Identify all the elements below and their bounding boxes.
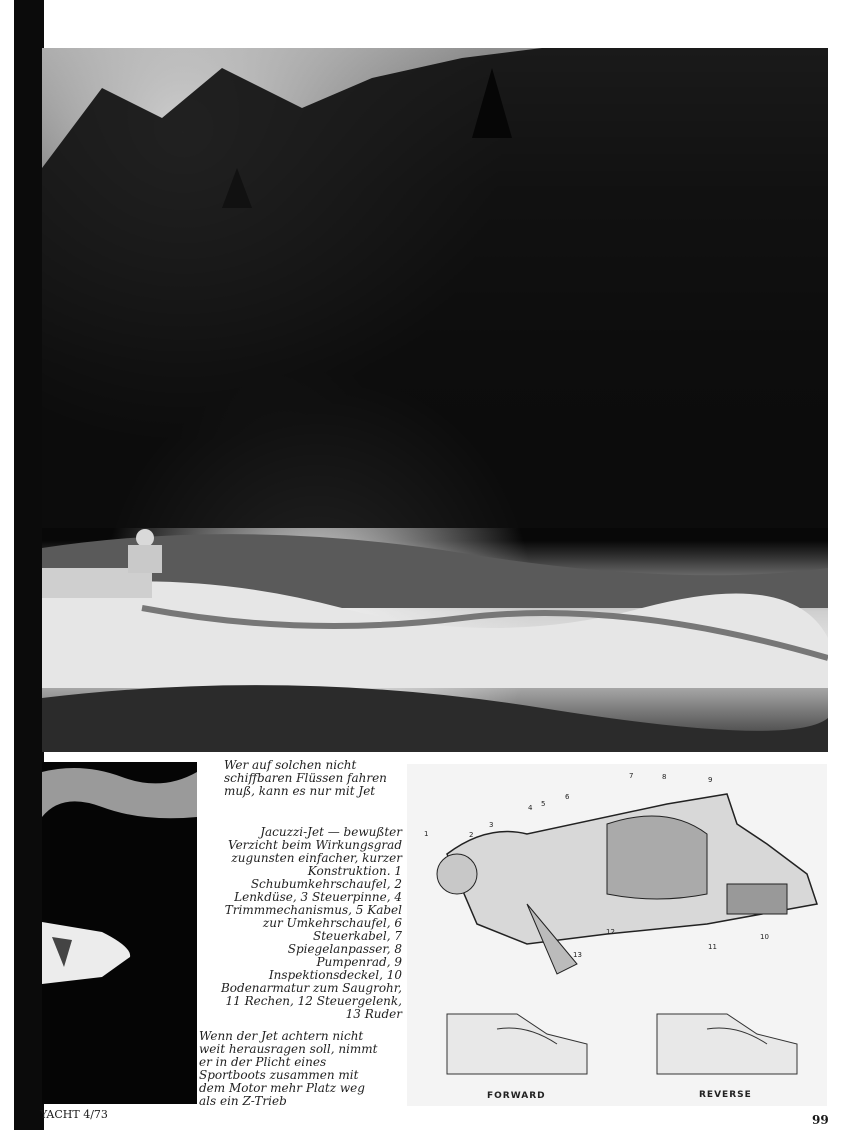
page-binding-edge [14, 0, 44, 1130]
diagram-label-5: 5 [541, 800, 546, 808]
diagram-label-11: 11 [708, 943, 717, 951]
page-number: 99 [812, 1113, 829, 1127]
diagram-caption: Jacuzzi-Jet — bewußter Verzicht beim Wirkungsgrad zugunsten einfacher, kurzer Konstruktion. 1 Schubumkehrschaufel, 2 Lenkdüse, 3 Steuerpinne, 4 Trimmmechanismus, 5 Kabel zur Umkehrschaufel, 6 Steuerkabel, 7 Spiegelanpasser, 8 Pumpenrad, 9 Inspektionsdeckel, 10 Bodenarmatur zum Saugrohr, 11 Rechen, 12 Steuergelenk, 13 Ruder [220, 825, 402, 1021]
diagram-label-10: 10 [760, 933, 769, 941]
diagram-label-9: 9 [708, 776, 713, 784]
diagram-label-2: 2 [469, 831, 474, 839]
magazine-footer: YACHT 4/73 [40, 1108, 108, 1121]
diagram-label-3: 3 [489, 821, 494, 829]
diagram-label-1: 1 [424, 830, 429, 838]
jacuzzi-jet-diagram [407, 764, 827, 1106]
installation-caption: Wenn der Jet achtern nicht weit herausragen soll, nimmt er in der Plicht eines Sportboots zusammen mit dem Motor mehr Platz weg als ein Z-Trieb [199, 1029, 378, 1108]
reverse-label: REVERSE [699, 1090, 752, 1100]
diagram-label-4: 4 [528, 804, 533, 812]
photo-caption: Wer auf solchen nicht schiffbaren Flüssen fahren muß, kann es nur mit Jet [224, 758, 387, 798]
diagram-label-8: 8 [662, 773, 667, 781]
forward-label: FORWARD [487, 1091, 546, 1101]
diagram-label-12: 12 [606, 928, 615, 936]
diagram-label-7: 7 [629, 772, 634, 780]
diagram-label-6: 6 [565, 793, 570, 801]
diagram-label-13: 13 [573, 951, 582, 959]
river-jetboat-photo [42, 48, 828, 752]
boat-detail-photo [42, 762, 197, 1104]
